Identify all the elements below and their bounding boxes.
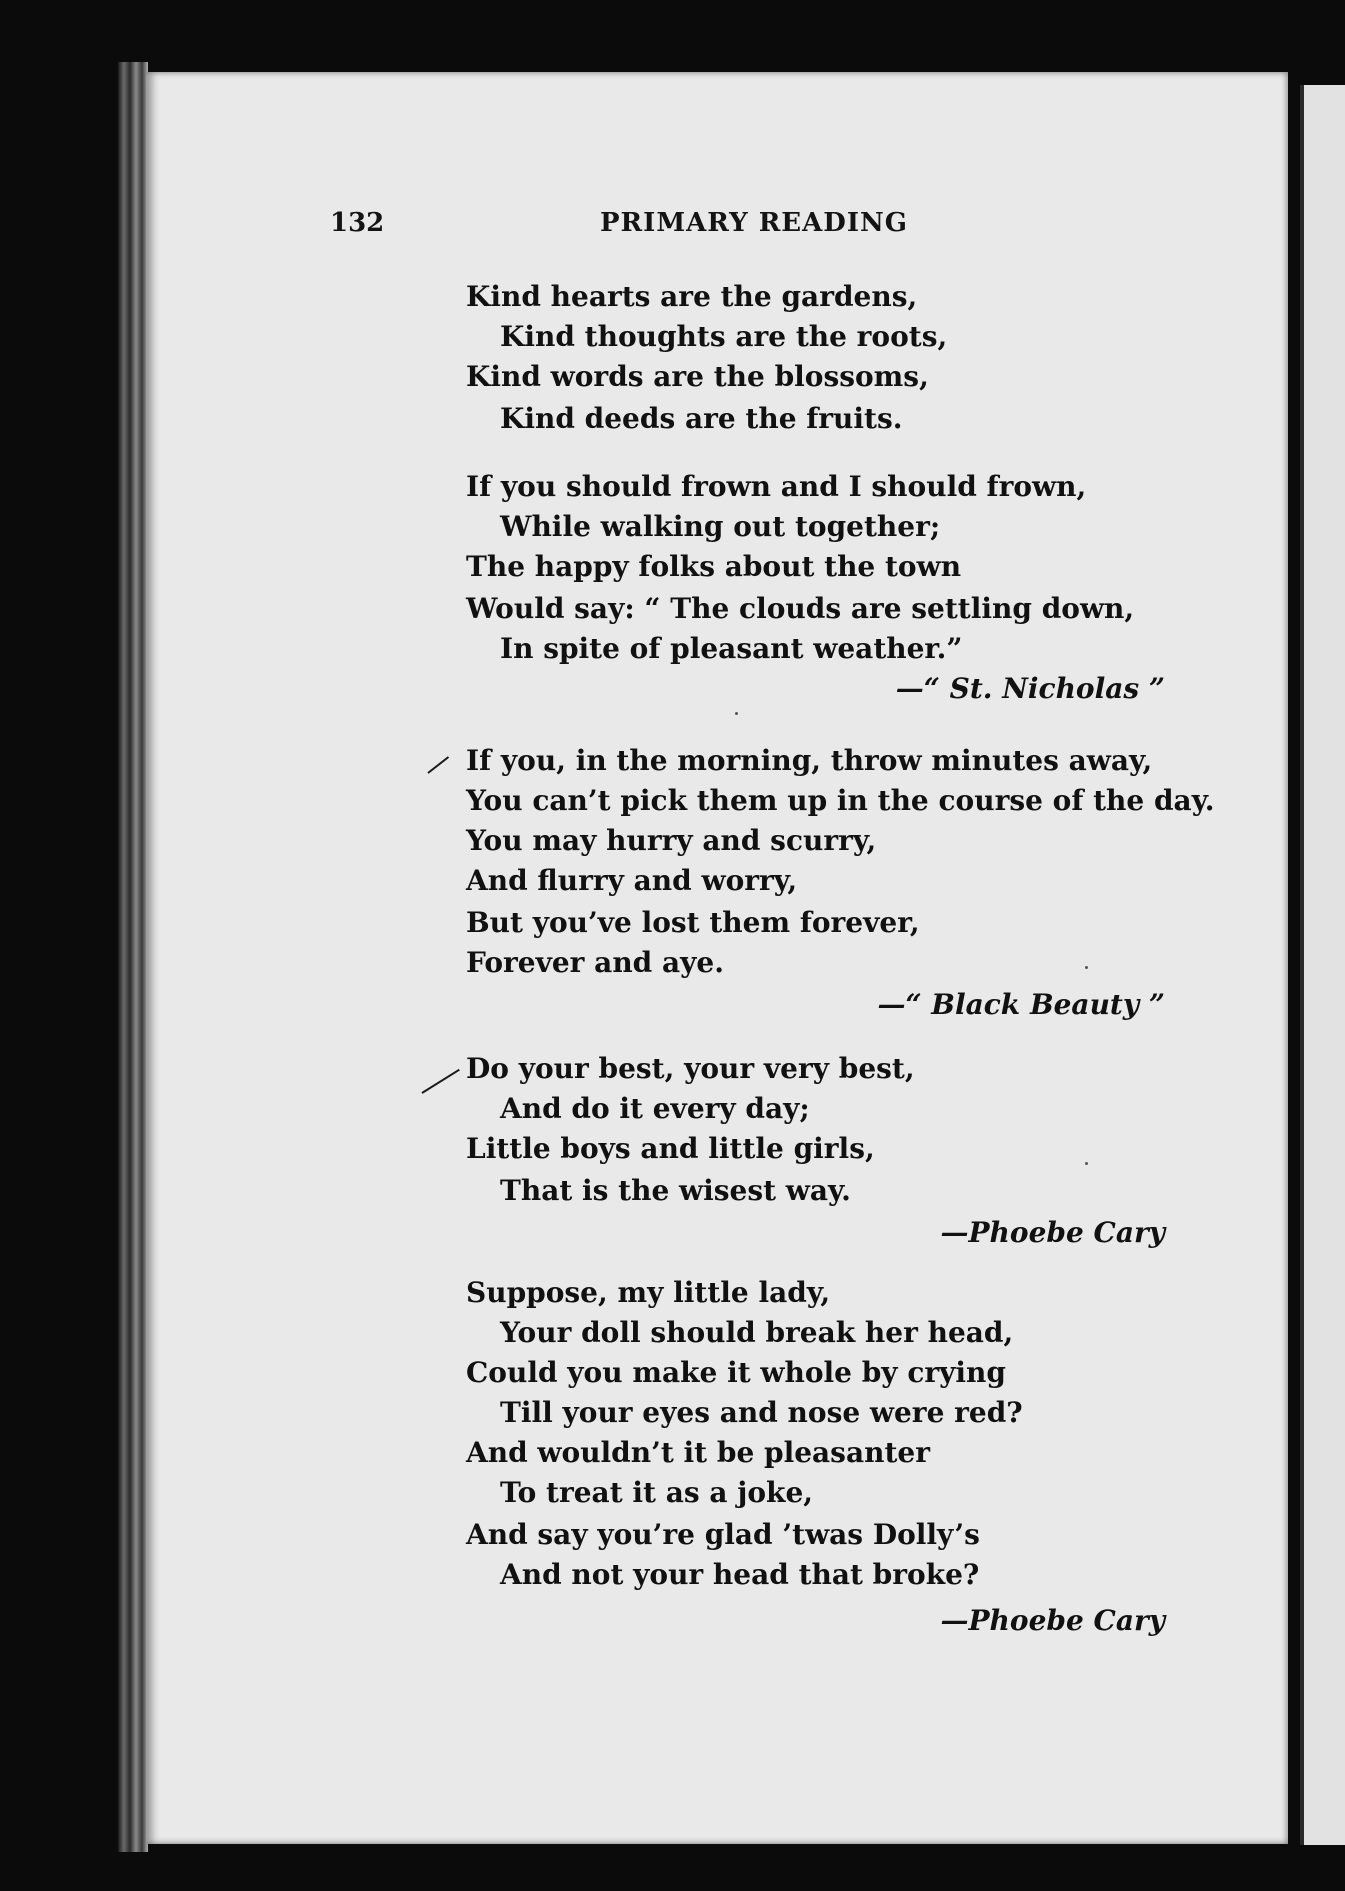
attribution: —“ Black Beauty ”	[877, 988, 1165, 1021]
poem-line: You may hurry and scurry,	[466, 824, 877, 857]
poem-line: And flurry and worry,	[466, 864, 798, 897]
poem-line: Suppose, my little lady,	[466, 1276, 831, 1309]
poem-line: You can’t pick them up in the course of the day.	[466, 784, 1215, 817]
poem-line: Your doll should break her head,	[500, 1316, 1014, 1349]
poem-line: That is the wisest way.	[500, 1174, 851, 1207]
speck	[1085, 966, 1088, 969]
poem-line: And do it every day;	[500, 1092, 810, 1125]
poem-line: The happy folks about the town	[466, 550, 962, 583]
attribution: —Phoebe Cary	[940, 1216, 1165, 1249]
poem-line: And not your head that broke?	[500, 1558, 980, 1591]
poem-line: To treat it as a joke,	[500, 1476, 814, 1509]
poem-line: And wouldn’t it be pleasanter	[466, 1436, 930, 1469]
poem-line: In spite of pleasant weather.”	[500, 632, 963, 665]
poem-line: If you should frown and I should frown,	[466, 470, 1087, 503]
book-spine	[118, 62, 148, 1852]
poem-line: Kind deeds are the fruits.	[500, 402, 903, 435]
poem-line: Could you make it whole by crying	[466, 1356, 1006, 1389]
attribution: —“ St. Nicholas ”	[895, 672, 1165, 705]
poem-line: Till your eyes and nose were red?	[500, 1396, 1023, 1429]
poem-line: Would say: “ The clouds are settling down,	[466, 592, 1135, 625]
poem-line: While walking out together;	[500, 510, 941, 543]
poem-line: Little boys and little girls,	[466, 1132, 875, 1165]
attribution: —Phoebe Cary	[940, 1604, 1165, 1637]
speck	[1085, 1162, 1088, 1165]
poem-line: But you’ve lost them forever,	[466, 906, 920, 939]
page-number: 132	[330, 208, 385, 238]
running-title: PRIMARY READING	[600, 208, 908, 238]
page-header	[330, 208, 1030, 248]
poem-line: Do your best, your very best,	[466, 1052, 915, 1085]
poem-line: If you, in the morning, throw minutes away,	[466, 744, 1153, 777]
speck	[735, 712, 738, 715]
poem-line: And say you’re glad ’twas Dolly’s	[466, 1518, 980, 1551]
poem-line: Kind thoughts are the roots,	[500, 320, 948, 353]
poem-line: Kind words are the blossoms,	[466, 360, 929, 393]
poem-line: Forever and aye.	[466, 946, 724, 979]
next-page-edge	[1300, 85, 1345, 1845]
poem-line: Kind hearts are the gardens,	[466, 280, 918, 313]
